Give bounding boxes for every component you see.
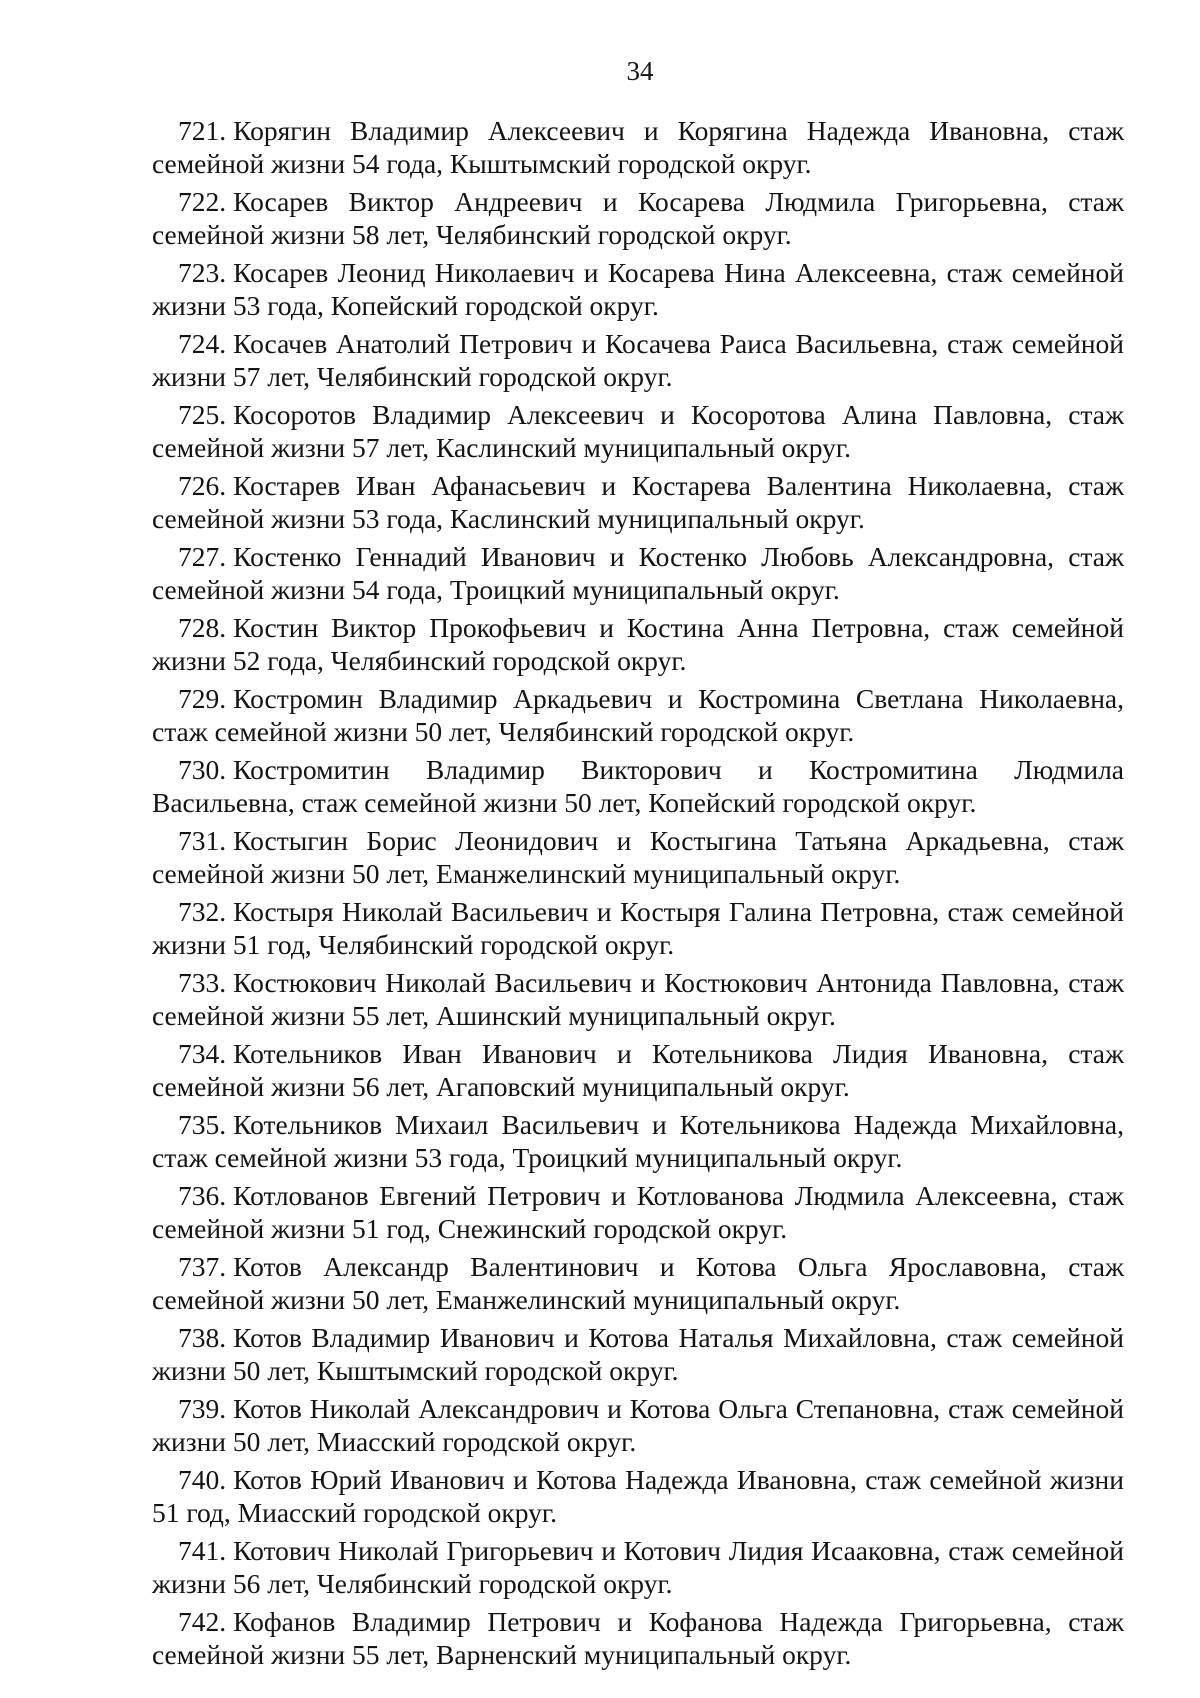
list-item (152, 327, 1124, 393)
entry-text: Косарев Леонид Николаевич и Косарева Нина Алексеевна, стаж семейной жизни 53 года, Копейский городской округ. (152, 257, 1124, 321)
page-number: 34 (626, 56, 654, 86)
list-item (152, 753, 1124, 819)
entry-text: Котов Александр Валентинович и Котова Ольга Ярославовна, стаж семейной жизни 50 лет, Еманжелинский муниципальный округ. (152, 1251, 1124, 1315)
entry-number: 739. (178, 1393, 227, 1424)
entry-text: Котельников Иван Иванович и Котельникова Лидия Ивановна, стаж семейной жизни 56 лет, Агаповский муниципальный округ. (152, 1038, 1124, 1102)
entry-text: Костыря Николай Васильевич и Костыря Галина Петровна, стаж семейной жизни 51 год, Челябинский городской округ. (152, 896, 1124, 960)
entry-number: 736. (178, 1180, 227, 1211)
entry-number: 728. (178, 612, 227, 643)
list-item (152, 895, 1124, 961)
entry-number: 740. (178, 1464, 227, 1495)
list-item (152, 1037, 1124, 1103)
entry-text: Косарев Виктор Андреевич и Косарева Людмила Григорьевна, стаж семейной жизни 58 лет, Челябинский городской округ. (152, 186, 1124, 250)
entry-text: Котлованов Евгений Петрович и Котлованова Людмила Алексеевна, стаж семейной жизни 51 год, Снежинский городской округ. (152, 1180, 1124, 1244)
list-item (152, 540, 1124, 606)
entry-number: 741. (178, 1535, 227, 1566)
list-item (152, 1250, 1124, 1316)
entry-number: 723. (178, 257, 227, 288)
entry-text: Котов Николай Александрович и Котова Ольга Степановна, стаж семейной жизни 50 лет, Миасский городской округ. (152, 1393, 1124, 1457)
list-item (152, 966, 1124, 1032)
entry-text: Костромин Владимир Аркадьевич и Костромина Светлана Николаевна, стаж семейной жизни 50 лет, Челябинский городской округ. (152, 683, 1124, 747)
entry-text: Косачев Анатолий Петрович и Косачева Раиса Васильевна, стаж семейной жизни 57 лет, Челябинский городской округ. (152, 328, 1124, 392)
entry-number: 727. (178, 541, 227, 572)
entry-number: 722. (178, 186, 227, 217)
entry-number: 735. (178, 1109, 227, 1140)
entry-text: Костюкович Николай Васильевич и Костюкович Антонида Павловна, стаж семейной жизни 55 лет, Ашинский муниципальный округ. (152, 967, 1124, 1031)
list-item (152, 1179, 1124, 1245)
entry-text: Кофанов Владимир Петрович и Кофанова Надежда Григорьевна, стаж семейной жизни 55 лет, Варненский муниципальный округ. (152, 1606, 1124, 1670)
list-item (152, 824, 1124, 890)
entry-number: 726. (178, 470, 227, 501)
entry-text: Корягин Владимир Алексеевич и Корягина Надежда Ивановна, стаж семейной жизни 54 года, Кыштымский городской округ. (152, 115, 1124, 179)
list-item (152, 114, 1124, 180)
entry-number: 738. (178, 1322, 227, 1353)
list-item (152, 1534, 1124, 1600)
entry-list (152, 114, 1124, 1676)
list-item (152, 682, 1124, 748)
entry-number: 725. (178, 399, 227, 430)
list-item (152, 1605, 1124, 1671)
list-item (152, 185, 1124, 251)
entry-text: Котов Владимир Иванович и Котова Наталья Михайловна, стаж семейной жизни 50 лет, Кыштымский городской округ. (152, 1322, 1124, 1386)
list-item (152, 1392, 1124, 1458)
entry-number: 737. (178, 1251, 227, 1282)
entry-text: Котельников Михаил Васильевич и Котельникова Надежда Михайловна, стаж семейной жизни 53 года, Троицкий муниципальный округ. (152, 1109, 1124, 1173)
list-item (152, 1463, 1124, 1529)
list-item (152, 1321, 1124, 1387)
entry-number: 729. (178, 683, 227, 714)
entry-text: Костромитин Владимир Викторович и Костромитина Людмила Васильевна, стаж семейной жизни 50 лет, Копейский городской округ. (152, 754, 1124, 818)
entry-text: Костарев Иван Афанасьевич и Костарева Валентина Николаевна, стаж семейной жизни 53 года, Каслинский муниципальный округ. (152, 470, 1124, 534)
entry-number: 733. (178, 967, 227, 998)
entry-number: 721. (178, 115, 227, 146)
list-item (152, 256, 1124, 322)
entry-number: 724. (178, 328, 227, 359)
entry-number: 731. (178, 825, 227, 856)
entry-number: 734. (178, 1038, 227, 1069)
entry-text: Косоротов Владимир Алексеевич и Косоротова Алина Павловна, стаж семейной жизни 57 лет, Каслинский муниципальный округ. (152, 399, 1124, 463)
entry-text: Костенко Геннадий Иванович и Костенко Любовь Александровна, стаж семейной жизни 54 года, Троицкий муниципальный округ. (152, 541, 1124, 605)
entry-text: Котов Юрий Иванович и Котова Надежда Ивановна, стаж семейной жизни 51 год, Миасский городской округ. (152, 1464, 1124, 1528)
list-item (152, 398, 1124, 464)
entry-number: 742. (178, 1606, 227, 1637)
entry-text: Котович Николай Григорьевич и Котович Лидия Исааковна, стаж семейной жизни 56 лет, Челябинский городской округ. (152, 1535, 1124, 1599)
list-item (152, 1108, 1124, 1174)
entry-number: 732. (178, 896, 227, 927)
list-item (152, 611, 1124, 677)
list-item (152, 469, 1124, 535)
entry-number: 730. (178, 754, 227, 785)
entry-text: Костыгин Борис Леонидович и Костыгина Татьяна Аркадьевна, стаж семейной жизни 50 лет, Еманжелинский муниципальный округ. (152, 825, 1124, 889)
entry-text: Костин Виктор Прокофьевич и Костина Анна Петровна, стаж семейной жизни 52 года, Челябинский городской округ. (152, 612, 1124, 676)
